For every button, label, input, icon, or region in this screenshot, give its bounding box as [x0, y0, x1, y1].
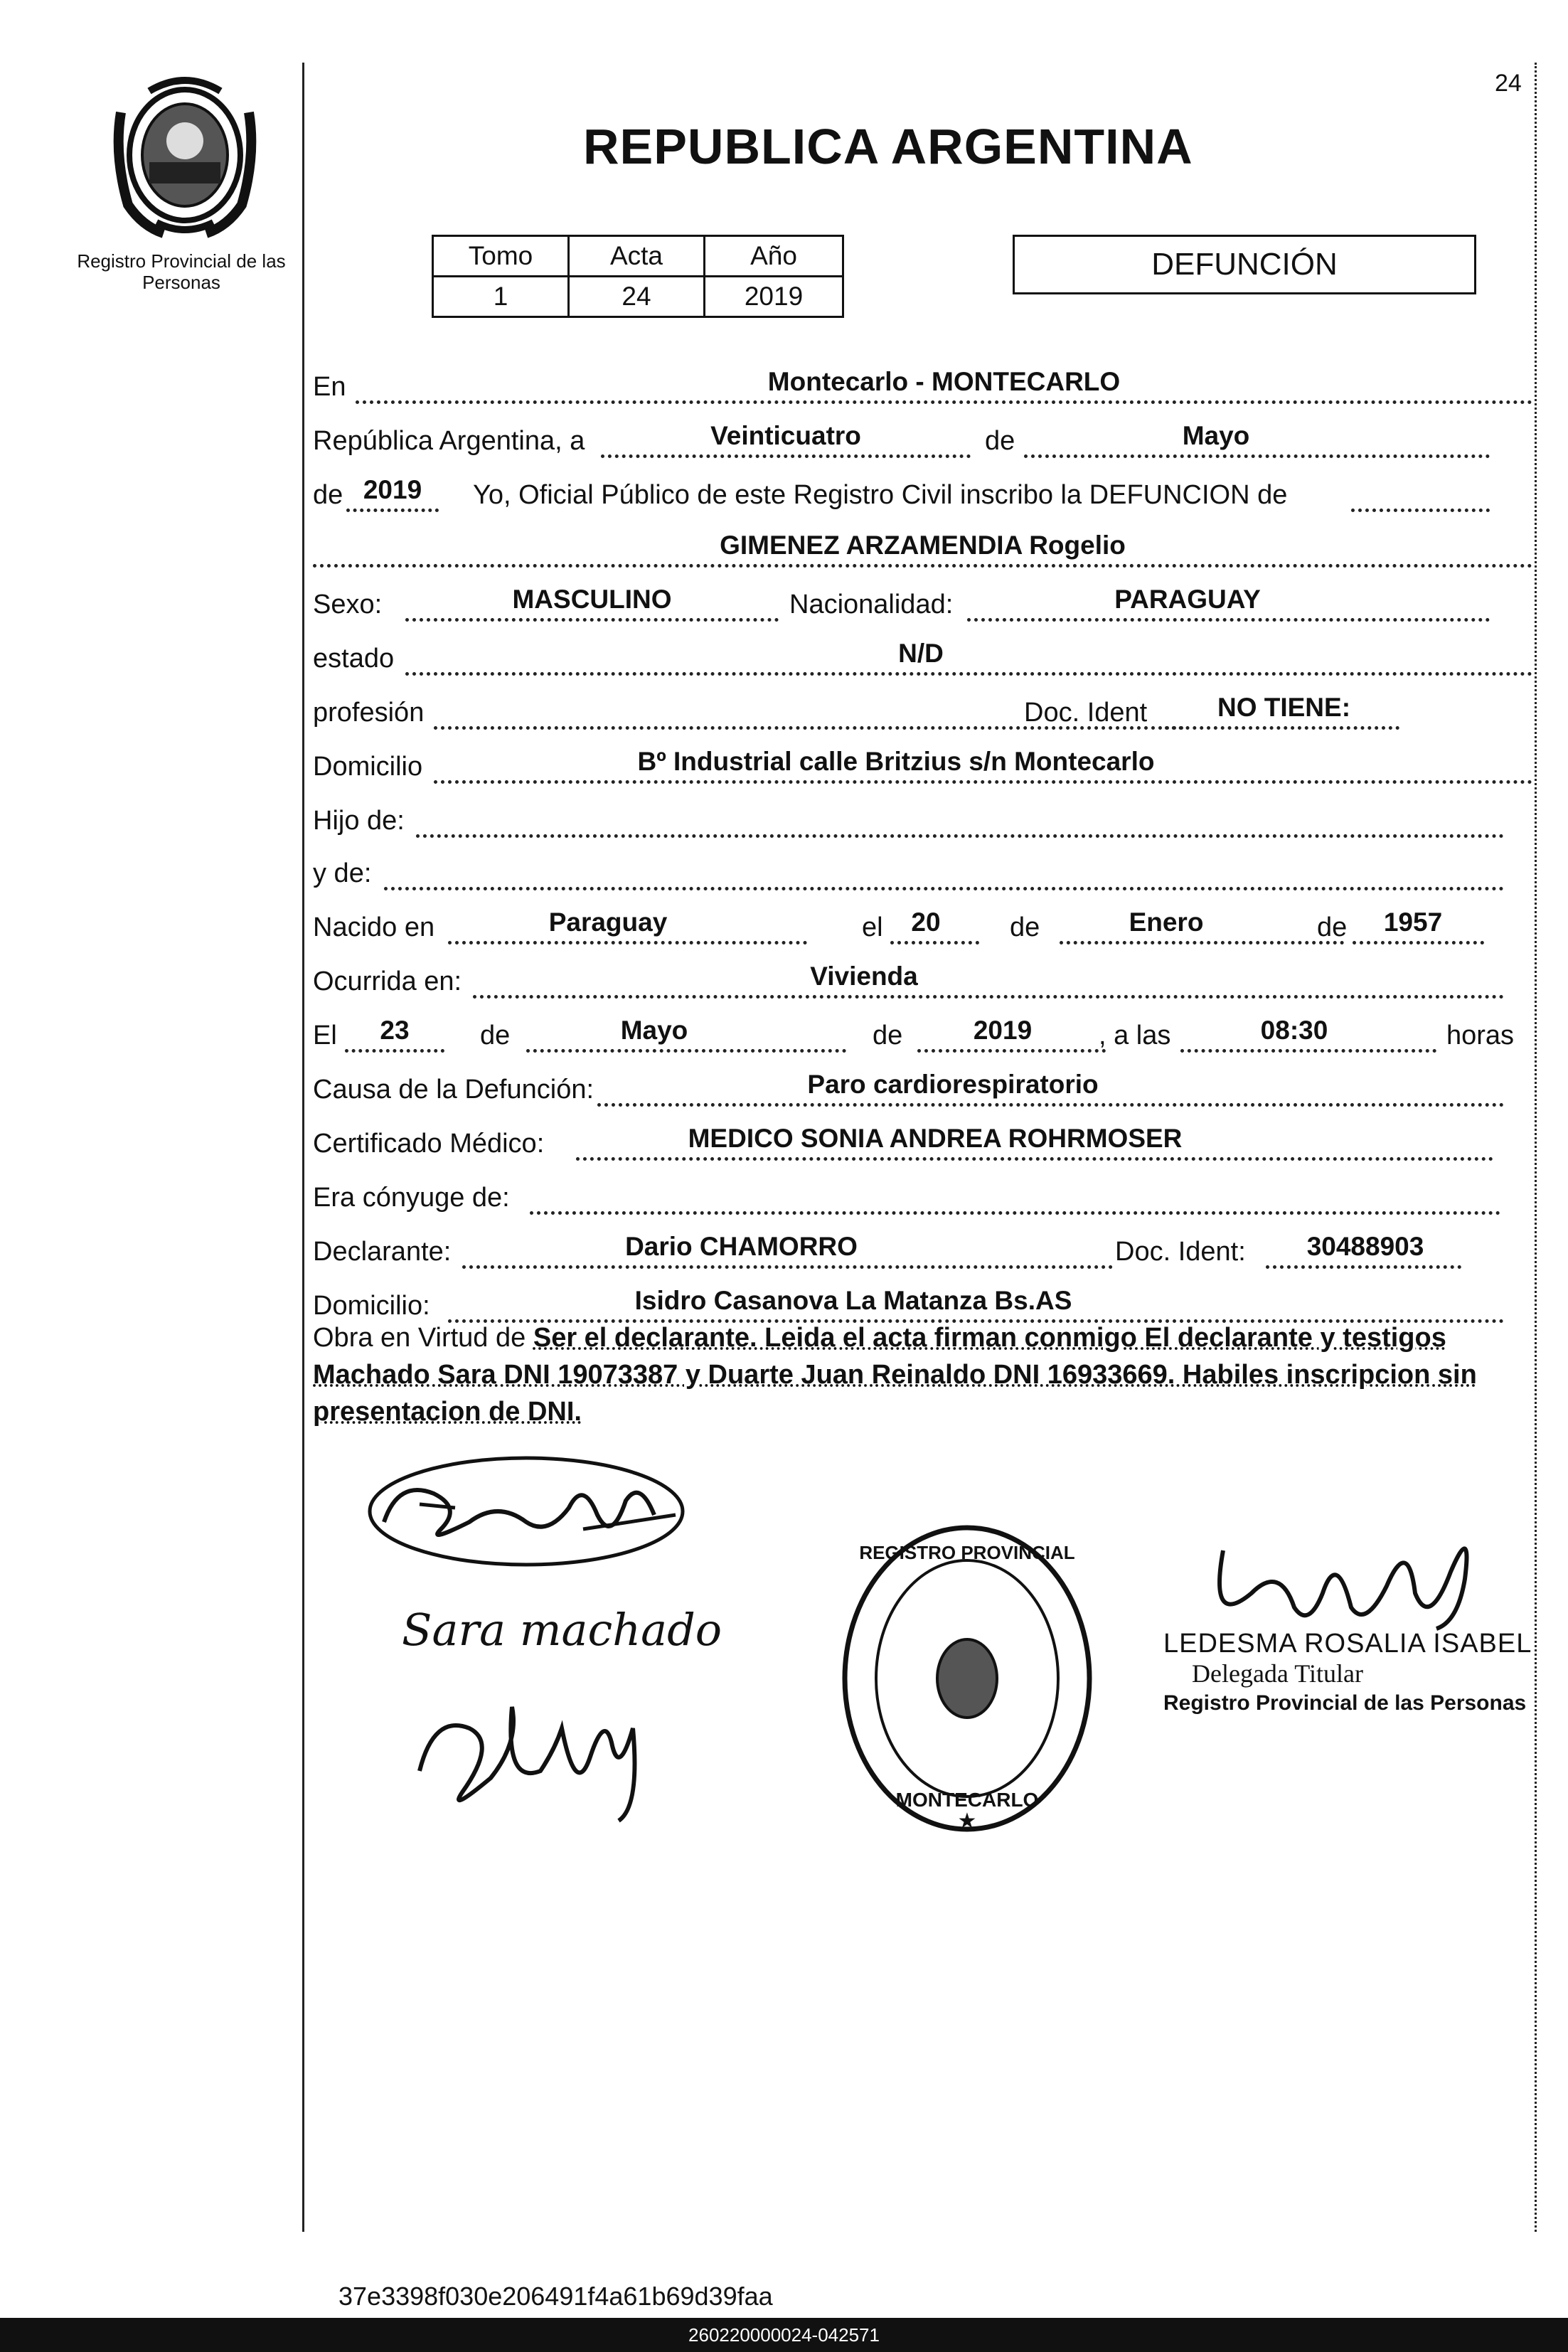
de-label-2: de [313, 480, 343, 510]
line-certificado [313, 1121, 1532, 1161]
deceased-name: GIMENEZ ARZAMENDIA Rogelio [720, 531, 1126, 560]
nacido-label: Nacido en [313, 912, 435, 942]
nacionalidad-value: PARAGUAY [1114, 585, 1261, 614]
record-type-box: DEFUNCIÓN [1013, 235, 1476, 294]
line-profesion [313, 690, 1532, 730]
document-title: REPUBLICA ARGENTINA [583, 119, 1193, 174]
line-fecha-defuncion [313, 1013, 1532, 1053]
death-time: 08:30 [1260, 1016, 1328, 1045]
provincial-emblem-logo [107, 70, 263, 240]
estado-label: estado [313, 644, 395, 674]
line-yde [313, 851, 1532, 890]
republica-label: República Argentina, a [313, 426, 585, 456]
birth-month: Enero [1129, 908, 1204, 937]
death-day: 23 [380, 1016, 410, 1045]
right-margin-rule [1535, 63, 1537, 2232]
line-en [313, 364, 1532, 404]
obra-label: Obra en Virtud de [313, 1323, 526, 1353]
line-hijo [313, 798, 1532, 838]
year-value: 2019 [363, 475, 422, 504]
page-number: 24 [1495, 70, 1522, 97]
line-nombre [313, 528, 1532, 568]
footer-code-bar [0, 2318, 1568, 2352]
witness-handwritten-name: Sara machado [402, 1604, 722, 1656]
official-org: Registro Provincial de las Personas [1163, 1691, 1527, 1715]
witness-signature [405, 1686, 661, 1828]
declarante-value: Dario CHAMORRO [625, 1232, 858, 1261]
alas-label: , a las [1099, 1021, 1171, 1050]
death-year: 2019 [973, 1016, 1033, 1045]
certificado-value: MEDICO SONIA ANDREA ROHRMOSER [688, 1124, 1183, 1153]
line-ocurrida [313, 959, 1532, 999]
line-causa [313, 1067, 1532, 1107]
register-table [432, 235, 844, 318]
obra-value: Ser el declarante. Leida el acta firman conmigo El declarante y testigos Machado Sara DNI 19073387 y Duarte Juan Reinaldo DNI 16933669. Habiles inscripcion sin presentacion de DNI. [313, 1323, 1477, 1427]
day-words: Veinticuatro [710, 421, 861, 450]
ocurrida-value: Vivienda [810, 962, 918, 991]
doc-label: Doc. Ident [1024, 698, 1148, 728]
death-month: Mayo [620, 1016, 688, 1045]
footer-code: 260220000024-042571 [688, 2324, 880, 2346]
nacido-place: Paraguay [548, 908, 668, 937]
anio-header: Año [705, 236, 843, 277]
birth-year: 1957 [1383, 908, 1443, 937]
official-stamp [832, 1515, 1102, 1842]
en-label: En [313, 372, 346, 402]
decl-domicilio-label: Domicilio: [313, 1291, 430, 1321]
line-fecha [313, 418, 1532, 458]
sexo-value: MASCULINO [512, 585, 672, 614]
official-role: Delegada Titular [1192, 1659, 1363, 1688]
de-label-4: de [1317, 912, 1348, 942]
oficial-text: Yo, Oficial Público de este Registro Civil inscribo la DEFUNCION de [473, 480, 1288, 510]
line-declarante [313, 1229, 1532, 1269]
en-value: Montecarlo - MONTECARLO [767, 367, 1121, 396]
domicilio-label: Domicilio [313, 752, 423, 782]
line-domicilio [313, 744, 1532, 784]
ocurrida-label: Ocurrida en: [313, 967, 462, 996]
doc-value: NO TIENE: [1217, 693, 1351, 722]
svg-text:MONTECARLO: MONTECARLO [895, 1789, 1039, 1811]
tomo-value: 1 [433, 277, 569, 317]
de-label-3: de [1010, 912, 1040, 942]
line-nacido [313, 905, 1532, 944]
decl-doc-value: 30488903 [1306, 1232, 1424, 1261]
sexo-label: Sexo: [313, 590, 383, 619]
profesion-label: profesión [313, 698, 425, 728]
certificado-label: Certificado Médico: [313, 1129, 545, 1159]
official-name: LEDESMA ROSALIA ISABEL [1163, 1629, 1532, 1659]
organization-label: Registro Provincial de las Personas [77, 250, 286, 293]
line-oficial [313, 472, 1532, 512]
horas-label: horas [1446, 1021, 1515, 1050]
month-value: Mayo [1182, 421, 1250, 450]
anio-value: 2019 [705, 277, 843, 317]
el-label: el [862, 912, 883, 942]
line-decl-domicilio [313, 1283, 1532, 1323]
yde-label: y de: [313, 858, 372, 888]
decl-domicilio-value: Isidro Casanova La Matanza Bs.AS [634, 1286, 1072, 1315]
acta-value: 24 [569, 277, 705, 317]
line-estado [313, 636, 1532, 676]
causa-label: Causa de la Defunción: [313, 1075, 594, 1105]
official-signature [1202, 1508, 1500, 1643]
svg-text:★: ★ [957, 1809, 977, 1833]
tomo-header: Tomo [433, 236, 569, 277]
el2-label: El [313, 1021, 337, 1050]
left-margin-rule [302, 63, 304, 2232]
document-hash: 37e3398f030e206491f4a61b69d39faa [338, 2282, 773, 2311]
estado-value: N/D [898, 639, 944, 668]
decl-doc-label: Doc. Ident: [1115, 1237, 1246, 1267]
declarante-signature [356, 1437, 711, 1579]
de-label-5: de [480, 1021, 511, 1050]
de-label: de [985, 426, 1015, 456]
official-signature-block [1163, 1629, 1532, 1718]
birth-day: 20 [911, 908, 941, 937]
acta-header: Acta [569, 236, 705, 277]
declarante-label: Declarante: [313, 1237, 452, 1267]
svg-text:REGISTRO PROVINCIAL: REGISTRO PROVINCIAL [859, 1542, 1075, 1563]
obra-paragraph [313, 1319, 1532, 1430]
de-label-6: de [873, 1021, 903, 1050]
causa-value: Paro cardiorespiratorio [807, 1070, 1099, 1099]
hijo-label: Hijo de: [313, 806, 405, 836]
line-conyuge [313, 1175, 1532, 1215]
domicilio-value: Bº Industrial calle Britzius s/n Montecarlo [637, 747, 1155, 776]
nacionalidad-label: Nacionalidad: [789, 590, 954, 619]
conyuge-label: Era cónyuge de: [313, 1183, 510, 1213]
line-sexo [313, 582, 1532, 622]
